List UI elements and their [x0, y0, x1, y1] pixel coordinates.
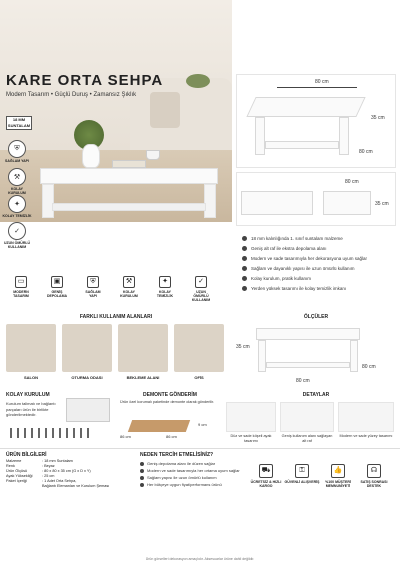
dim-line — [277, 87, 357, 88]
diagram-sheet — [66, 398, 110, 422]
table-shelf — [52, 203, 206, 211]
sparkle-icon: ✦ — [8, 195, 26, 213]
info-row: Malzeme : 18 mm Suntalam — [6, 459, 73, 463]
side-view — [323, 191, 371, 215]
bullet-icon — [242, 286, 247, 291]
icon-row-item: ✓ UZUN ÖMÜRLÜ KULLANIM — [191, 278, 211, 302]
detail-photo — [226, 402, 276, 432]
badge-label: KOLAY KURULUM — [8, 187, 26, 195]
tools-icon: ⚒ — [8, 168, 26, 186]
usage-label: OFİS — [194, 375, 204, 380]
why-title: NEDEN TERCİH ETMELİSİNİZ? — [140, 452, 214, 458]
info-row: Ürün Ölçüsü : 80 x 80 x 35 cm (G x D x Y) — [6, 469, 91, 473]
feature-item: Sağlam ve dayanıklı yapısı ile uzun ömürlü kullanım — [242, 266, 355, 271]
vase — [82, 144, 100, 168]
plant — [186, 74, 210, 88]
trust-item: 👍 %100 MÜŞTERİ MEMNUNİYETİ — [320, 464, 356, 488]
bullet-icon — [242, 256, 247, 261]
badge-label: SAĞLAM YAPI — [5, 159, 29, 163]
thumbs-up-icon: 👍 — [331, 464, 345, 478]
table-leg — [204, 184, 216, 218]
table-top — [40, 168, 218, 184]
info-title: ÜRÜN BİLGİLERİ — [6, 452, 47, 458]
title-band — [6, 72, 166, 108]
hero-photo — [0, 0, 232, 222]
lock-icon: ⚿ — [295, 464, 309, 478]
measure-depth: 80 cm — [362, 364, 376, 370]
measure-top — [256, 328, 360, 340]
dimension-panel — [236, 74, 396, 168]
measure-shelf — [266, 362, 350, 368]
check-icon — [140, 476, 144, 480]
detail-photo — [280, 402, 334, 432]
width-label: 80 cm — [315, 79, 329, 85]
bullet-icon — [242, 246, 247, 251]
why-item: Sağlam yapısı ile uzun ömürlü kullanım — [140, 474, 246, 481]
bullet-icon — [242, 276, 247, 281]
usage-label: BEKLEME ALANI — [126, 375, 160, 380]
details-title: DETAYLAR — [302, 392, 330, 398]
usage-photo — [174, 324, 224, 372]
bullet-icon — [242, 266, 247, 271]
feature-item: Yerden yüksek tasarımı ile kolay temizlik imkanı — [242, 286, 346, 291]
leg-3d — [339, 117, 349, 155]
detail-photo — [338, 402, 394, 432]
width-label-2: 80 cm — [345, 179, 359, 185]
icon-row-item: ✦ KOLAY TEMİZLİK — [156, 278, 174, 298]
measure-leg — [350, 340, 358, 372]
badge-label: KOLAY TEMİZLİK — [2, 214, 32, 218]
assembly-panel — [6, 392, 116, 444]
info-row: Paket İçeriği : 1 Adet Orta Sehpa, — [6, 479, 77, 483]
product-subtitle: Modern Tasarım • Güçlü Duruş • Zamansız Şıklık — [6, 92, 137, 98]
books — [112, 160, 146, 168]
feature-item: 18 mm kalınlığında 1. sınıf suntalam malzeme — [242, 236, 343, 241]
usage-photo — [62, 324, 112, 372]
trust-item: ⚿ GÜVENLİ ALIŞVERİŞ — [284, 464, 320, 484]
depth-label: 80 cm — [359, 149, 373, 155]
why-item: Geniş depolama alanı ile düzen sağlar — [140, 460, 246, 467]
height-label: 35 cm — [371, 115, 385, 121]
info-panel — [6, 452, 136, 489]
front-view — [241, 191, 313, 215]
box-icon: ▣ — [51, 276, 63, 288]
feature-item: Modern ve sade tasarımıyla her dekorasyona uyum sağlar — [242, 256, 367, 261]
thickness-badge: 18 MM SUNTALAM — [7, 117, 31, 128]
table-leg — [42, 184, 54, 218]
why-item: Modern ve sade tasarımıyla her ortama uyum sağlar — [140, 467, 246, 474]
shield-check-icon: ✓ — [195, 276, 207, 288]
usage-label: SALON — [24, 375, 38, 380]
box-depth: 86 cm — [166, 434, 177, 439]
shipping-panel — [120, 392, 220, 444]
table-top-3d — [246, 97, 365, 117]
assembly-title: KOLAY KURULUM — [6, 392, 50, 398]
why-item: Her bütçeye uygun fiyat/performans ürünü — [140, 481, 246, 488]
sofa-icon: ▭ — [15, 276, 27, 288]
icon-row-item: ⛨ SAĞLAM YAPI — [85, 278, 101, 298]
check-icon — [140, 483, 144, 487]
badge-label: UZUN ÖMÜRLÜ KULLANIM — [3, 241, 31, 249]
icon-row-item: ▣ GENİŞ DEPOLAMA — [46, 278, 68, 298]
detail-caption: Düz ve sade köşeli ayak tasarımı — [230, 434, 272, 443]
box-height: 9 cm — [198, 422, 207, 427]
feature-item: Kolay kurulum, pratik kullanım — [242, 276, 311, 281]
icon-row-item: ▭ MODERN TASARIM — [13, 278, 29, 298]
info-row: Renk : Beyaz — [6, 464, 55, 468]
trust-item: ⛟ ÜCRETSİZ & HIZLI KARGO — [248, 464, 284, 488]
usage-title: FARKLI KULLANIM ALANLARI — [79, 314, 153, 320]
tools-icon: ⚒ — [123, 276, 135, 288]
check-icon — [140, 469, 144, 473]
usage-label: OTURMA ODASI — [71, 375, 103, 380]
measurements-title: ÖLÇÜLER — [303, 314, 329, 320]
usage-photo — [118, 324, 168, 372]
shield-check-icon: ✓ — [8, 222, 26, 240]
why-panel — [140, 452, 246, 488]
truck-icon: ⛟ — [259, 464, 273, 478]
info-row: Ayak Yüksekliği : 25 cm — [6, 474, 55, 478]
divider — [0, 448, 400, 449]
detail-caption: Geniş kullanım alanı sağlayan alt raf — [281, 434, 333, 443]
measure-leg — [258, 340, 266, 372]
box-icon — [128, 420, 190, 432]
cup — [146, 150, 160, 160]
bullet-icon — [242, 236, 247, 241]
trust-item: ☊ SATIŞ SONRASI DESTEK — [356, 464, 392, 488]
assembly-text: Kurulum talimatı ve bağlantı parçaları ürün ile birlikte gönderilmektedir. — [6, 401, 56, 417]
measure-height: 35 cm — [236, 344, 250, 350]
shipping-text: Ürün özel korumalı paketinde demonte olarak gönderilir. — [120, 400, 215, 404]
footer-note: Ürün görselleri dekorasyon amaçlıdır. Aksesuarlar ürüne dahil değildir. — [145, 557, 255, 561]
shield-icon: ⛨ — [8, 140, 26, 158]
box-width: 86 cm — [120, 434, 131, 439]
info-row: Bağlantı Elemanları ve Kurulum Şeması — [42, 484, 110, 488]
headset-icon: ☊ — [367, 464, 381, 478]
feature-item: Geniş alt raf ile ekstra depolama alanı — [242, 246, 327, 251]
shelf-3d — [265, 141, 339, 149]
leg-3d — [255, 117, 265, 155]
icon-row-item: ⚒ KOLAY KURULUM — [120, 278, 138, 298]
side-view-panel — [236, 172, 396, 226]
check-icon — [140, 462, 144, 466]
measure-width: 80 cm — [296, 378, 310, 384]
height-label-2: 35 cm — [375, 201, 389, 207]
detail-caption: Modern ve sade yüzey tasarımı — [339, 434, 393, 438]
product-title: KARE ORTA SEHPA — [6, 72, 164, 89]
shield-icon: ⛨ — [87, 276, 99, 288]
shipping-title: DEMONTE GÖNDERİM — [143, 392, 197, 398]
sparkle-icon: ✦ — [159, 276, 171, 288]
screws-icon — [10, 428, 90, 438]
usage-photo — [6, 324, 56, 372]
